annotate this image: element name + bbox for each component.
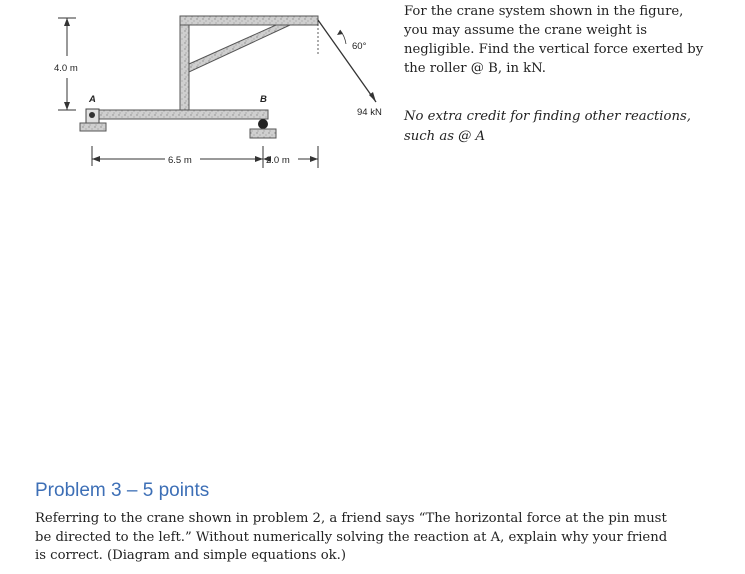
problem3-line: be directed to the left.” Without numerically solving the reaction at A, explain why your friend xyxy=(35,529,668,545)
point-a-label: A xyxy=(89,94,96,105)
crane-figure xyxy=(40,6,400,186)
angle-label: 60° xyxy=(352,41,367,52)
problem3-line: Referring to the crane shown in problem 2, a friend says “The horizontal force at the pin must xyxy=(35,511,667,526)
span-label: 6.5 m xyxy=(168,155,192,166)
problem3-statement xyxy=(35,510,735,566)
note-line: No extra credit for finding other reactions, xyxy=(404,109,691,124)
problem2-note xyxy=(404,107,734,147)
height-label: 4.0 m xyxy=(54,63,78,74)
load-cable xyxy=(318,20,382,118)
problem2-line: For the crane system shown in the figure, xyxy=(404,4,684,19)
overhang-dimension xyxy=(263,146,318,168)
point-b-label: B xyxy=(260,94,267,105)
problem3-title: Problem 3 – 5 points xyxy=(35,480,210,501)
problem2-statement xyxy=(404,2,734,78)
height-dimension xyxy=(54,18,78,110)
overhang-label: 2.0 m xyxy=(266,155,290,166)
problem2-line: you may assume the crane weight is xyxy=(404,23,648,38)
problem2-line: the roller @ B, in kN. xyxy=(404,61,547,76)
crane-top-boom xyxy=(180,16,318,25)
problem2-line: negligible. Find the vertical force exerted by xyxy=(404,42,704,57)
note-line: such as @ A xyxy=(404,129,486,144)
crane-brace xyxy=(189,25,290,72)
problem3-line: is correct. (Diagram and simple equations ok.) xyxy=(35,548,347,563)
crane-base-beam xyxy=(90,110,268,119)
crane-mast xyxy=(180,18,189,110)
load-label: 94 kN xyxy=(357,107,382,118)
crane-diagram xyxy=(40,6,400,186)
span-dimension xyxy=(92,146,263,168)
